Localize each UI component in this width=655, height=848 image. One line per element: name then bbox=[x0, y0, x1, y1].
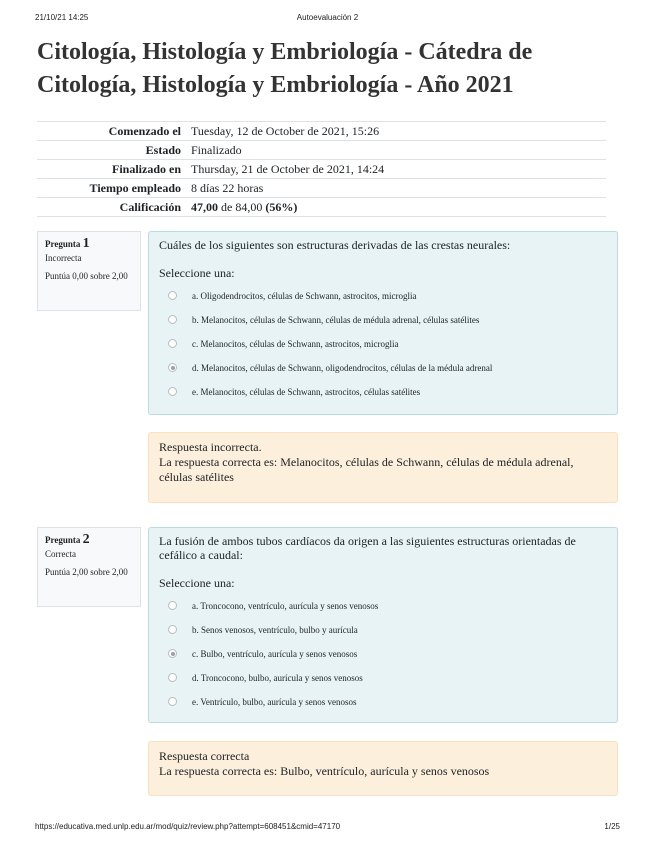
summary-label: Tiempo empleado bbox=[37, 179, 185, 198]
print-header bbox=[35, 13, 620, 25]
radio-button[interactable] bbox=[168, 673, 177, 682]
question-number: Pregunta 1 bbox=[45, 236, 90, 251]
radio-button-selected[interactable] bbox=[168, 649, 177, 658]
feedback-text: La respuesta correcta es: Melanocitos, células de Schwann, células de médula adrenal, células satélites bbox=[159, 455, 574, 484]
answer-option-d[interactable]: d. Melanocitos, células de Schwann, oligodendrocitos, células de la médula adrenal bbox=[159, 356, 607, 380]
summary-label: Estado bbox=[37, 141, 185, 160]
feedback-text: La respuesta correcta es: Bulbo, ventrículo, aurícula y senos venosos bbox=[159, 764, 490, 778]
attempt-summary-table bbox=[37, 121, 606, 217]
summary-row bbox=[37, 179, 606, 198]
answer-option-a[interactable]: a. Troncocono, ventrículo, aurícula y senos venosos bbox=[159, 594, 607, 618]
question-2-info bbox=[37, 527, 141, 607]
radio-button[interactable] bbox=[168, 697, 177, 706]
feedback-title: Respuesta incorrecta. bbox=[159, 440, 262, 454]
grade-percent: 56% bbox=[269, 199, 294, 214]
question-status: Correcta bbox=[45, 549, 76, 559]
radio-button[interactable] bbox=[168, 315, 177, 324]
radio-button-selected[interactable] bbox=[168, 363, 177, 372]
summary-value: 8 días 22 horas bbox=[185, 179, 606, 198]
answer-option-a[interactable]: a. Oligodendrocitos, células de Schwann, astrocitos, microglia bbox=[159, 284, 607, 308]
page-title: Citología, Histología y Embriología - Cátedra de Citología, Histología y Embriología - Año 2021 bbox=[37, 39, 533, 98]
question-text: La fusión de ambos tubos cardíacos da origen a las siguientes estructuras orientadas de cefálico a caudal: bbox=[159, 534, 576, 562]
question-1-feedback bbox=[148, 432, 618, 503]
answer-option-d[interactable]: d. Troncocono, bulbo, aurícula y senos venosos bbox=[159, 666, 607, 690]
radio-button[interactable] bbox=[168, 625, 177, 634]
summary-row bbox=[37, 141, 606, 160]
summary-row bbox=[37, 160, 606, 179]
grade-of: de 84,00 bbox=[221, 199, 263, 214]
print-datetime: 21/10/21 14:25 bbox=[35, 13, 89, 22]
radio-button[interactable] bbox=[168, 601, 177, 610]
radio-button[interactable] bbox=[168, 339, 177, 348]
summary-value: Finalizado bbox=[185, 141, 606, 160]
page-number: 1/25 bbox=[604, 822, 620, 831]
summary-label: Comenzado el bbox=[37, 122, 185, 141]
radio-button[interactable] bbox=[168, 387, 177, 396]
question-1-content bbox=[148, 231, 618, 415]
question-prompt: Seleccione una: bbox=[159, 576, 235, 590]
answer-option-b[interactable]: b. Senos venosos, ventrículo, bulbo y aurícula bbox=[159, 618, 607, 642]
grade: 47,00 bbox=[191, 199, 218, 214]
answer-option-c[interactable]: c. Bulbo, ventrículo, aurícula y senos venosos bbox=[159, 642, 607, 666]
print-footer bbox=[35, 822, 620, 834]
question-text: Cuáles de los siguientes son estructuras derivadas de las crestas neurales: bbox=[159, 238, 511, 252]
radio-button[interactable] bbox=[168, 291, 177, 300]
summary-label: Finalizado en bbox=[37, 160, 185, 179]
question-1-info bbox=[37, 231, 141, 311]
summary-label: Calificación bbox=[37, 198, 185, 217]
question-number: Pregunta 2 bbox=[45, 532, 90, 547]
grade-value: 47,00 de 84,00 (56%) bbox=[185, 198, 606, 217]
answer-option-b[interactable]: b. Melanocitos, células de Schwann, células de médula adrenal, células satélites bbox=[159, 308, 607, 332]
question-2-content bbox=[148, 527, 618, 723]
summary-row bbox=[37, 122, 606, 141]
feedback-title: Respuesta correcta bbox=[159, 749, 250, 763]
question-prompt: Seleccione una: bbox=[159, 266, 235, 280]
answer-option-c[interactable]: c. Melanocitos, células de Schwann, astrocitos, microglia bbox=[159, 332, 607, 356]
answer-option-e[interactable]: e. Ventrículo, bulbo, aurícula y senos venosos bbox=[159, 690, 607, 714]
question-status: Incorrecta bbox=[45, 253, 82, 263]
summary-value: Thursday, 21 de October de 2021, 14:24 bbox=[185, 160, 606, 179]
summary-row bbox=[37, 198, 606, 217]
question-score: Puntúa 0,00 sobre 2,00 bbox=[45, 271, 128, 281]
summary-value: Tuesday, 12 de October de 2021, 15:26 bbox=[185, 122, 606, 141]
print-title: Autoevaluación 2 bbox=[296, 13, 359, 22]
answer-option-e[interactable]: e. Melanocitos, células de Schwann, astrocitos, células satélites bbox=[159, 380, 607, 404]
question-2-feedback bbox=[148, 741, 618, 796]
question-score: Puntúa 2,00 sobre 2,00 bbox=[45, 567, 128, 577]
page-url[interactable]: https://educativa.med.unlp.edu.ar/mod/quiz/review.php?attempt=608451&cmid=47170 bbox=[35, 822, 341, 831]
